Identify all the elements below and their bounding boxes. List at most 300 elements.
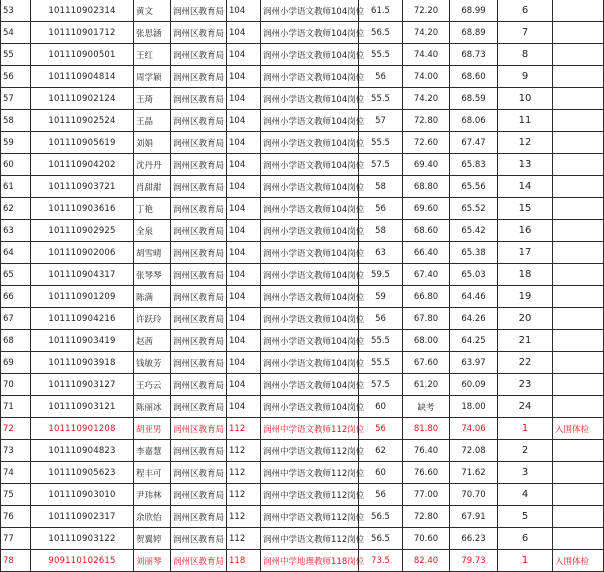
written-score-cell: 59	[359, 286, 403, 308]
candidate-name-cell: 赵茜	[134, 330, 171, 352]
interview-score-cell: 67.60	[403, 352, 450, 374]
position-code-cell: 112	[227, 462, 261, 484]
total-score-cell: 71.62	[450, 462, 498, 484]
remark-cell	[553, 22, 604, 44]
remark-cell	[553, 374, 604, 396]
candidate-name-cell: 周学颖	[134, 66, 171, 88]
candidate-id-cell: 101110904317	[31, 264, 134, 286]
position-name-cell: 润州小学语文教师104岗位	[261, 176, 359, 198]
position-name-cell: 润州小学语文教师104岗位	[261, 286, 359, 308]
interview-score-cell: 缺考	[403, 396, 450, 418]
recruiting-unit-cell: 润州区教育局	[171, 220, 227, 242]
recruiting-unit-cell: 润州区教育局	[171, 506, 227, 528]
candidate-id-cell: 101110900501	[31, 44, 134, 66]
candidate-name-cell: 余欣怡	[134, 506, 171, 528]
rank-cell: 8	[498, 44, 553, 66]
total-score-cell: 68.99	[450, 0, 498, 22]
candidate-name-cell: 胡雪晴	[134, 242, 171, 264]
remark-cell	[553, 330, 604, 352]
position-name-cell: 润州小学语文教师104岗位	[261, 198, 359, 220]
position-code-cell: 104	[227, 22, 261, 44]
total-score-cell: 60.09	[450, 374, 498, 396]
position-code-cell: 112	[227, 484, 261, 506]
candidate-name-cell: 钱敏芳	[134, 352, 171, 374]
recruiting-unit-cell: 润州区教育局	[171, 330, 227, 352]
position-code-cell: 104	[227, 286, 261, 308]
position-code-cell: 104	[227, 330, 261, 352]
remark-cell	[553, 66, 604, 88]
rank-cell: 12	[498, 132, 553, 154]
total-score-cell: 68.60	[450, 66, 498, 88]
table-row	[1, 264, 604, 286]
position-code-cell: 104	[227, 198, 261, 220]
written-score-cell: 62	[359, 440, 403, 462]
written-score-cell: 56	[359, 418, 403, 440]
remark-cell	[553, 484, 604, 506]
position-name-cell: 润州中学语文教师112岗位	[261, 462, 359, 484]
total-score-cell: 79.73	[450, 550, 498, 572]
position-name-cell: 润州小学语文教师104岗位	[261, 0, 359, 22]
rank-cell: 16	[498, 220, 553, 242]
table-row	[1, 242, 604, 264]
recruiting-unit-cell: 润州区教育局	[171, 264, 227, 286]
rank-cell: 20	[498, 308, 553, 330]
remark-cell	[553, 88, 604, 110]
table-row	[1, 396, 604, 418]
total-score-cell: 67.47	[450, 132, 498, 154]
remark-cell	[553, 110, 604, 132]
candidate-name-cell: 王巧云	[134, 374, 171, 396]
table-row	[1, 440, 604, 462]
rank-cell: 6	[498, 528, 553, 550]
position-code-cell: 104	[227, 242, 261, 264]
candidate-name-cell: 丁艳	[134, 198, 171, 220]
position-code-cell: 104	[227, 308, 261, 330]
interview-score-cell: 74.40	[403, 44, 450, 66]
candidate-id-cell: 101110904202	[31, 154, 134, 176]
row-seq-cell: 75	[1, 484, 31, 506]
interview-score-cell: 72.60	[403, 132, 450, 154]
total-score-cell: 74.06	[450, 418, 498, 440]
table-row	[1, 462, 604, 484]
candidate-name-cell: 王红	[134, 44, 171, 66]
table-row	[1, 528, 604, 550]
recruiting-unit-cell: 润州区教育局	[171, 374, 227, 396]
remark-cell	[553, 286, 604, 308]
row-seq-cell: 60	[1, 154, 31, 176]
candidate-name-cell: 许跃玲	[134, 308, 171, 330]
interview-score-cell: 67.40	[403, 264, 450, 286]
remark-cell	[553, 154, 604, 176]
interview-score-cell: 61.20	[403, 374, 450, 396]
remark-cell: 入围体检	[553, 418, 604, 440]
total-score-cell: 65.56	[450, 176, 498, 198]
position-code-cell: 104	[227, 374, 261, 396]
total-score-cell: 65.83	[450, 154, 498, 176]
rank-cell: 14	[498, 176, 553, 198]
total-score-cell: 65.42	[450, 220, 498, 242]
remark-cell	[553, 308, 604, 330]
row-seq-cell: 64	[1, 242, 31, 264]
position-name-cell: 润州小学语文教师104岗位	[261, 154, 359, 176]
candidate-id-cell: 101110901208	[31, 418, 134, 440]
position-name-cell: 润州小学语文教师104岗位	[261, 220, 359, 242]
candidate-id-cell: 101110902124	[31, 88, 134, 110]
written-score-cell: 55.5	[359, 88, 403, 110]
remark-cell	[553, 396, 604, 418]
recruiting-unit-cell: 润州区教育局	[171, 528, 227, 550]
recruiting-unit-cell: 润州区教育局	[171, 396, 227, 418]
rank-cell: 10	[498, 88, 553, 110]
recruiting-unit-cell: 润州区教育局	[171, 198, 227, 220]
recruiting-unit-cell: 润州区教育局	[171, 286, 227, 308]
rank-cell: 3	[498, 462, 553, 484]
total-score-cell: 68.89	[450, 22, 498, 44]
written-score-cell: 60	[359, 462, 403, 484]
candidate-id-cell: 101110902006	[31, 242, 134, 264]
recruiting-unit-cell: 润州区教育局	[171, 440, 227, 462]
position-name-cell: 润州小学语文教师104岗位	[261, 264, 359, 286]
candidate-id-cell: 101110901712	[31, 22, 134, 44]
remark-cell	[553, 264, 604, 286]
remark-cell: 入围体检	[553, 550, 604, 572]
remark-cell	[553, 528, 604, 550]
recruiting-unit-cell: 润州区教育局	[171, 0, 227, 22]
row-seq-cell: 65	[1, 264, 31, 286]
position-code-cell: 112	[227, 440, 261, 462]
candidate-id-cell: 101110903616	[31, 198, 134, 220]
interview-score-cell: 72.80	[403, 110, 450, 132]
recruiting-unit-cell: 润州区教育局	[171, 154, 227, 176]
interview-score-cell: 69.60	[403, 198, 450, 220]
rank-cell: 1	[498, 418, 553, 440]
written-score-cell: 55.5	[359, 352, 403, 374]
row-seq-cell: 59	[1, 132, 31, 154]
rank-cell: 18	[498, 264, 553, 286]
candidate-name-cell: 陈丽冰	[134, 396, 171, 418]
candidate-id-cell: 101110905619	[31, 132, 134, 154]
candidate-id-cell: 101110903127	[31, 374, 134, 396]
rank-cell: 5	[498, 506, 553, 528]
rank-cell: 4	[498, 484, 553, 506]
row-seq-cell: 55	[1, 44, 31, 66]
row-seq-cell: 54	[1, 22, 31, 44]
table-row	[1, 44, 604, 66]
rank-cell: 17	[498, 242, 553, 264]
interview-score-cell: 72.80	[403, 506, 450, 528]
position-code-cell: 104	[227, 352, 261, 374]
position-name-cell: 润州小学语文教师104岗位	[261, 396, 359, 418]
total-score-cell: 66.23	[450, 528, 498, 550]
position-name-cell: 润州小学语文教师104岗位	[261, 110, 359, 132]
row-seq-cell: 69	[1, 352, 31, 374]
table-body	[1, 0, 604, 572]
position-code-cell: 104	[227, 154, 261, 176]
position-code-cell: 104	[227, 220, 261, 242]
rank-cell: 1	[498, 550, 553, 572]
row-seq-cell: 67	[1, 308, 31, 330]
table-row	[1, 220, 604, 242]
interview-score-cell: 77.00	[403, 484, 450, 506]
remark-cell	[553, 44, 604, 66]
candidate-id-cell: 101110903721	[31, 176, 134, 198]
rank-cell: 19	[498, 286, 553, 308]
position-name-cell: 润州中学语文教师112岗位	[261, 506, 359, 528]
row-seq-cell: 62	[1, 198, 31, 220]
candidate-name-cell: 王琦	[134, 88, 171, 110]
position-code-cell: 104	[227, 66, 261, 88]
position-name-cell: 润州小学语文教师104岗位	[261, 132, 359, 154]
candidate-id-cell: 101110902925	[31, 220, 134, 242]
interview-score-cell: 70.60	[403, 528, 450, 550]
interview-score-cell: 72.20	[403, 0, 450, 22]
total-score-cell: 72.08	[450, 440, 498, 462]
interview-score-cell: 67.80	[403, 308, 450, 330]
interview-score-cell: 68.00	[403, 330, 450, 352]
written-score-cell: 58	[359, 220, 403, 242]
row-seq-cell: 68	[1, 330, 31, 352]
total-score-cell: 68.73	[450, 44, 498, 66]
candidate-id-cell: 101110904216	[31, 308, 134, 330]
candidate-id-cell: 101110903918	[31, 352, 134, 374]
total-score-cell: 65.52	[450, 198, 498, 220]
candidate-name-cell: 张琴琴	[134, 264, 171, 286]
row-seq-cell: 71	[1, 396, 31, 418]
written-score-cell: 57.5	[359, 154, 403, 176]
row-seq-cell: 66	[1, 286, 31, 308]
interview-score-cell: 81.80	[403, 418, 450, 440]
remark-cell	[553, 220, 604, 242]
remark-cell	[553, 0, 604, 22]
rank-cell: 6	[498, 0, 553, 22]
written-score-cell: 59.5	[359, 264, 403, 286]
table-row	[1, 0, 604, 22]
total-score-cell: 65.03	[450, 264, 498, 286]
interview-score-cell: 69.40	[403, 154, 450, 176]
written-score-cell: 56.5	[359, 22, 403, 44]
total-score-cell: 63.97	[450, 352, 498, 374]
written-score-cell: 56.5	[359, 506, 403, 528]
written-score-cell: 57.5	[359, 374, 403, 396]
row-seq-cell: 56	[1, 66, 31, 88]
total-score-cell: 64.25	[450, 330, 498, 352]
candidate-id-cell: 909110102615	[31, 550, 134, 572]
candidate-name-cell: 程丰可	[134, 462, 171, 484]
table-row	[1, 176, 604, 198]
recruiting-unit-cell: 润州区教育局	[171, 132, 227, 154]
row-seq-cell: 74	[1, 462, 31, 484]
recruiting-unit-cell: 润州区教育局	[171, 88, 227, 110]
written-score-cell: 56.5	[359, 528, 403, 550]
table-row	[1, 374, 604, 396]
written-score-cell: 56	[359, 66, 403, 88]
candidate-id-cell: 101110904823	[31, 440, 134, 462]
row-seq-cell: 73	[1, 440, 31, 462]
written-score-cell: 55.5	[359, 330, 403, 352]
recruiting-unit-cell: 润州区教育局	[171, 352, 227, 374]
table-row	[1, 286, 604, 308]
recruiting-unit-cell: 润州区教育局	[171, 22, 227, 44]
total-score-cell: 67.91	[450, 506, 498, 528]
position-code-cell: 104	[227, 44, 261, 66]
recruiting-unit-cell: 润州区教育局	[171, 308, 227, 330]
remark-cell	[553, 352, 604, 374]
candidate-name-cell: 黄文	[134, 0, 171, 22]
table-row	[1, 418, 604, 440]
written-score-cell: 56	[359, 308, 403, 330]
rank-cell: 9	[498, 66, 553, 88]
position-name-cell: 润州中学语文教师112岗位	[261, 484, 359, 506]
table-row	[1, 110, 604, 132]
rank-cell: 11	[498, 110, 553, 132]
recruiting-unit-cell: 润州区教育局	[171, 66, 227, 88]
position-name-cell: 润州中学地理教师118岗位	[261, 550, 359, 572]
recruiting-unit-cell: 润州区教育局	[171, 176, 227, 198]
candidate-id-cell: 101110902314	[31, 0, 134, 22]
interview-score-cell: 66.80	[403, 286, 450, 308]
candidate-name-cell: 刘丽琴	[134, 550, 171, 572]
position-code-cell: 104	[227, 176, 261, 198]
candidate-name-cell: 贺翼婷	[134, 528, 171, 550]
position-name-cell: 润州小学语文教师104岗位	[261, 308, 359, 330]
position-name-cell: 润州小学语文教师104岗位	[261, 88, 359, 110]
total-score-cell: 64.46	[450, 286, 498, 308]
recruiting-unit-cell: 润州区教育局	[171, 484, 227, 506]
position-name-cell: 润州小学语文教师104岗位	[261, 66, 359, 88]
candidate-id-cell: 101110901209	[31, 286, 134, 308]
table-row	[1, 66, 604, 88]
position-name-cell: 润州小学语文教师104岗位	[261, 44, 359, 66]
remark-cell	[553, 506, 604, 528]
position-code-cell: 118	[227, 550, 261, 572]
remark-cell	[553, 242, 604, 264]
position-name-cell: 润州小学语文教师104岗位	[261, 22, 359, 44]
candidate-name-cell: 王晶	[134, 110, 171, 132]
written-score-cell: 73.5	[359, 550, 403, 572]
interview-score-cell: 68.80	[403, 176, 450, 198]
candidate-name-cell: 陈满	[134, 286, 171, 308]
written-score-cell: 58	[359, 176, 403, 198]
row-seq-cell: 63	[1, 220, 31, 242]
candidate-name-cell: 沈丹丹	[134, 154, 171, 176]
remark-cell	[553, 462, 604, 484]
written-score-cell: 55.5	[359, 132, 403, 154]
position-name-cell: 润州中学语文教师112岗位	[261, 418, 359, 440]
candidate-id-cell: 101110905623	[31, 462, 134, 484]
recruiting-unit-cell: 润州区教育局	[171, 462, 227, 484]
candidate-id-cell: 101110903121	[31, 396, 134, 418]
candidate-id-cell: 101110903122	[31, 528, 134, 550]
row-seq-cell: 61	[1, 176, 31, 198]
interview-score-cell: 68.60	[403, 220, 450, 242]
row-seq-cell: 57	[1, 88, 31, 110]
interview-score-cell: 74.20	[403, 88, 450, 110]
position-name-cell: 润州中学语文教师112岗位	[261, 528, 359, 550]
candidate-id-cell: 101110904814	[31, 66, 134, 88]
remark-cell	[553, 176, 604, 198]
recruiting-unit-cell: 润州区教育局	[171, 44, 227, 66]
position-code-cell: 104	[227, 110, 261, 132]
written-score-cell: 57	[359, 110, 403, 132]
table-row	[1, 198, 604, 220]
table-row	[1, 132, 604, 154]
rank-cell: 22	[498, 352, 553, 374]
candidate-name-cell: 张思涵	[134, 22, 171, 44]
total-score-cell: 18.00	[450, 396, 498, 418]
remark-cell	[553, 198, 604, 220]
rank-cell: 23	[498, 374, 553, 396]
table-row	[1, 154, 604, 176]
candidate-name-cell: 全泉	[134, 220, 171, 242]
row-seq-cell: 78	[1, 550, 31, 572]
table-row	[1, 88, 604, 110]
total-score-cell: 65.38	[450, 242, 498, 264]
table-row	[1, 330, 604, 352]
total-score-cell: 70.70	[450, 484, 498, 506]
row-seq-cell: 70	[1, 374, 31, 396]
interview-score-cell: 76.40	[403, 440, 450, 462]
position-name-cell: 润州小学语文教师104岗位	[261, 330, 359, 352]
written-score-cell: 63	[359, 242, 403, 264]
position-name-cell: 润州小学语文教师104岗位	[261, 242, 359, 264]
written-score-cell: 55.5	[359, 44, 403, 66]
table-row	[1, 308, 604, 330]
remark-cell	[553, 132, 604, 154]
recruiting-unit-cell: 润州区教育局	[171, 110, 227, 132]
position-code-cell: 104	[227, 88, 261, 110]
candidate-name-cell: 李嘉慧	[134, 440, 171, 462]
position-name-cell: 润州小学语文教师104岗位	[261, 374, 359, 396]
rank-cell: 7	[498, 22, 553, 44]
position-code-cell: 112	[227, 506, 261, 528]
interview-score-cell: 76.60	[403, 462, 450, 484]
table-row	[1, 484, 604, 506]
position-code-cell: 104	[227, 132, 261, 154]
table-row	[1, 22, 604, 44]
position-name-cell: 润州中学语文教师112岗位	[261, 440, 359, 462]
rank-cell: 21	[498, 330, 553, 352]
interview-score-cell: 74.20	[403, 22, 450, 44]
position-code-cell: 104	[227, 0, 261, 22]
total-score-cell: 64.26	[450, 308, 498, 330]
interview-score-cell: 82.40	[403, 550, 450, 572]
recruiting-unit-cell: 润州区教育局	[171, 418, 227, 440]
recruiting-unit-cell: 润州区教育局	[171, 242, 227, 264]
rank-cell: 15	[498, 198, 553, 220]
row-seq-cell: 76	[1, 506, 31, 528]
row-seq-cell: 53	[1, 0, 31, 22]
total-score-cell: 68.06	[450, 110, 498, 132]
written-score-cell: 56	[359, 198, 403, 220]
written-score-cell: 56	[359, 484, 403, 506]
interview-score-cell: 66.40	[403, 242, 450, 264]
candidate-id-cell: 101110902317	[31, 506, 134, 528]
candidate-name-cell: 胡亚男	[134, 418, 171, 440]
candidate-id-cell: 101110903419	[31, 330, 134, 352]
rank-cell: 13	[498, 154, 553, 176]
recruiting-unit-cell: 润州区教育局	[171, 550, 227, 572]
written-score-cell: 60	[359, 396, 403, 418]
row-seq-cell: 77	[1, 528, 31, 550]
rank-cell: 2	[498, 440, 553, 462]
candidate-id-cell: 101110902524	[31, 110, 134, 132]
total-score-cell: 68.59	[450, 88, 498, 110]
candidate-name-cell: 刘娟	[134, 132, 171, 154]
interview-score-cell: 74.00	[403, 66, 450, 88]
position-code-cell: 104	[227, 264, 261, 286]
remark-cell	[553, 440, 604, 462]
row-seq-cell: 58	[1, 110, 31, 132]
